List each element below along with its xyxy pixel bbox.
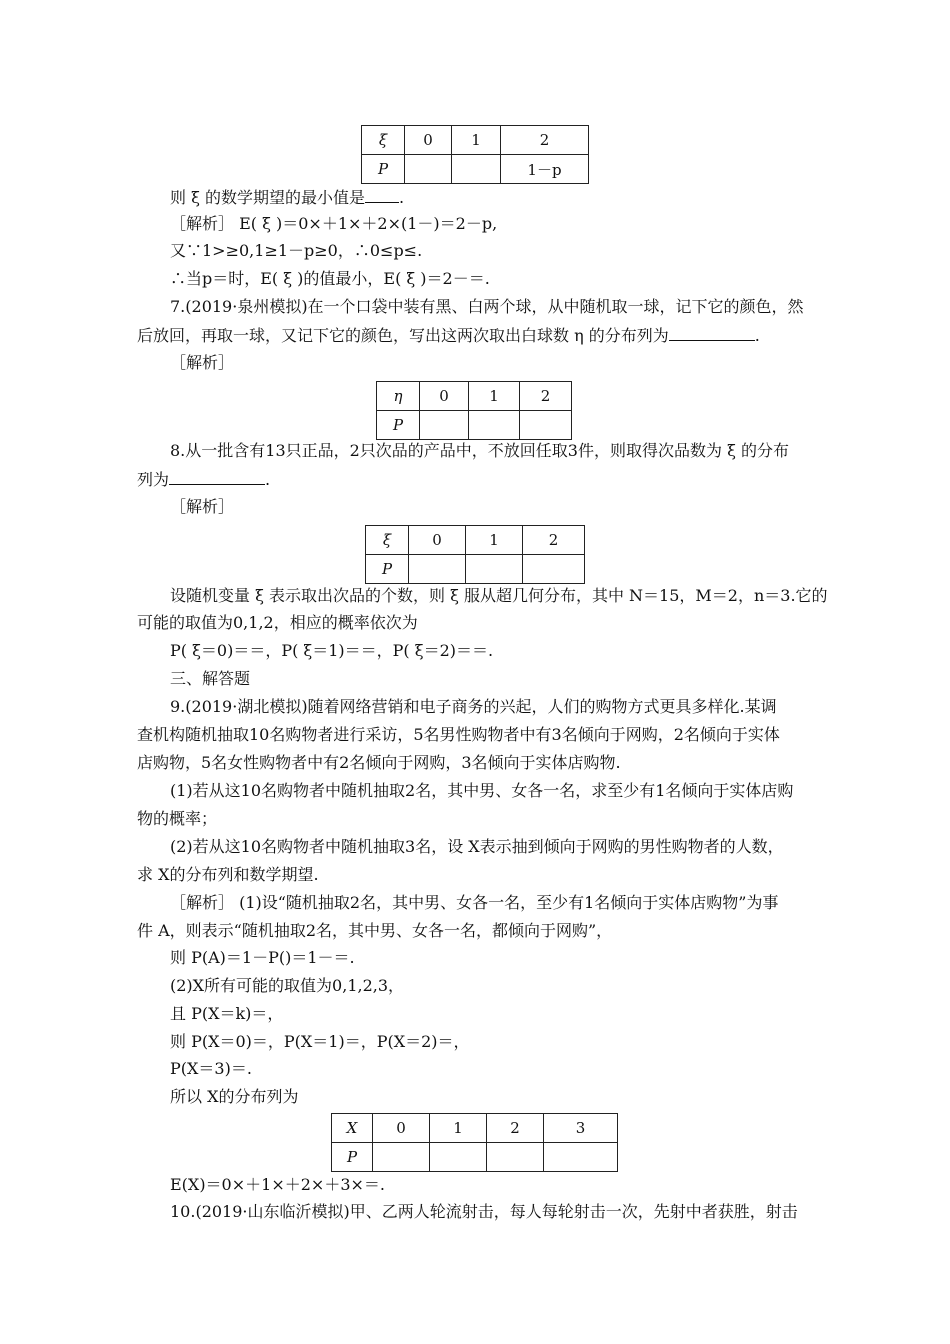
table-row <box>332 1143 618 1172</box>
text-line: ∴当p＝时，E( ξ )的值最小，E( ξ )＝2－＝. <box>170 269 490 288</box>
table-cell <box>487 1143 544 1172</box>
text-line: (2)X所有可能的取值为0,1,2,3， <box>170 976 405 995</box>
distribution-table-eta <box>376 381 572 440</box>
distribution-table-x <box>331 1113 618 1172</box>
table-cell <box>520 411 572 440</box>
text-line <box>137 324 760 347</box>
text-line: (1)若从这10名购物者中随机抽取2名，其中男、女各一名，求至少有1名倾向于实体店购 <box>170 781 794 800</box>
table-row <box>377 411 572 440</box>
text-line: P(X＝3)＝. <box>170 1059 252 1078</box>
table-cell: 1－p <box>501 155 589 184</box>
table-cell: P <box>362 155 405 184</box>
table-cell <box>466 555 523 584</box>
text-line: 设随机变量 ξ 表示取出次品的个数，则 ξ 服从超几何分布，其中 N＝15，M＝2，n＝3.它的 <box>170 586 828 605</box>
text-line: 7.(2019·泉州模拟)在一个口袋中装有黑、白两个球，从中随机取一球，记下它的颜色，然 <box>170 297 804 316</box>
table-cell: 1 <box>452 126 501 155</box>
table-cell: 0 <box>420 382 469 411</box>
section-heading: 三、解答题 <box>170 669 251 688</box>
text-line <box>170 186 404 209</box>
table-cell: η <box>377 382 420 411</box>
text-line: 又∵1>≥0,1≥1－p≥0，∴0≤p≤. <box>170 241 423 260</box>
question-text: 后放回，再取一球，又记下它的颜色，写出这两次取出白球数 η 的分布列为 <box>137 326 669 345</box>
table-cell: P <box>366 555 409 584</box>
answer-blank <box>169 468 265 485</box>
text-line: 则 P(X＝0)＝，P(X＝1)＝，P(X＝2)＝， <box>170 1032 470 1051</box>
table-cell <box>409 555 466 584</box>
table-cell: 1 <box>469 382 520 411</box>
table-cell: 2 <box>501 126 589 155</box>
table-cell <box>373 1143 430 1172</box>
text-line: ［解析］ <box>170 497 235 516</box>
question-text: 列为 <box>137 470 170 489</box>
table-cell <box>469 411 520 440</box>
table-row <box>362 126 589 155</box>
text-line: 所以 X的分布列为 <box>170 1087 299 1106</box>
table-cell: 3 <box>544 1114 618 1143</box>
table-cell <box>544 1143 618 1172</box>
text-line: ［解析］ E( ξ )＝0×＋1×＋2×(1－)＝2－p, <box>170 214 498 233</box>
distribution-table-xi-1 <box>361 125 589 184</box>
text-line: 求 X的分布列和数学期望. <box>137 865 319 884</box>
punctuation: . <box>399 188 405 207</box>
text-line: ［解析］ <box>170 353 235 372</box>
table-cell: 2 <box>523 526 585 555</box>
text-line: 件 A，则表示“随机抽取2名，其中男、女各一名，都倾向于网购”， <box>137 921 613 940</box>
answer-blank <box>669 324 755 341</box>
text-line: P( ξ＝0)＝＝，P( ξ＝1)＝＝，P( ξ＝2)＝＝. <box>170 641 494 660</box>
distribution-table-xi-2 <box>365 525 585 584</box>
table-cell <box>430 1143 487 1172</box>
text-line: 8.从一批含有13只正品，2只次品的产品中，不放回任取3件，则取得次品数为 ξ 的分布 <box>170 441 789 460</box>
table-cell: 0 <box>373 1114 430 1143</box>
table-row <box>366 555 585 584</box>
table-row <box>377 382 572 411</box>
text-line <box>137 468 270 491</box>
punctuation: . <box>754 326 760 345</box>
table-cell: ξ <box>362 126 405 155</box>
table-cell: 2 <box>487 1114 544 1143</box>
table-cell <box>420 411 469 440</box>
text-line: 9.(2019·湖北模拟)随着网络营销和电子商务的兴起，人们的购物方式更具多样化.某调 <box>170 697 777 716</box>
question-text: 则 ξ 的数学期望的最小值是 <box>170 188 365 207</box>
table-cell: 1 <box>466 526 523 555</box>
table-cell: X <box>332 1114 373 1143</box>
text-line: 查机构随机抽取10名购物者进行采访，5名男性购物者中有3名倾向于网购，2名倾向于实体 <box>137 725 780 744</box>
punctuation: . <box>265 470 271 489</box>
table-cell <box>452 155 501 184</box>
table-row <box>332 1114 618 1143</box>
text-line: E(X)＝0×＋1×＋2×＋3×＝. <box>170 1175 385 1194</box>
answer-blank <box>365 186 399 203</box>
table-row <box>362 155 589 184</box>
table-cell: P <box>332 1143 373 1172</box>
table-cell: 2 <box>520 382 572 411</box>
table-cell: ξ <box>366 526 409 555</box>
table-cell <box>405 155 452 184</box>
text-line: ［解析］ (1)设“随机抽取2名，其中男、女各一名，至少有1名倾向于实体店购物”为事 <box>170 893 779 912</box>
table-cell: 0 <box>405 126 452 155</box>
table-row <box>366 526 585 555</box>
table-cell: P <box>377 411 420 440</box>
text-line: 且 P(X＝k)＝， <box>170 1004 284 1023</box>
table-cell <box>523 555 585 584</box>
text-line: 可能的取值为0,1,2，相应的概率依次为 <box>137 613 418 632</box>
table-cell: 0 <box>409 526 466 555</box>
text-line: 物的概率； <box>137 809 218 828</box>
text-line: 则 P(A)＝1－P()＝1－＝. <box>170 948 355 967</box>
text-line: 10.(2019·山东临沂模拟)甲、乙两人轮流射击，每人每轮射击一次，先射中者获胜，射击 <box>170 1202 798 1221</box>
text-line: (2)若从这10名购物者中随机抽取3名，设 X表示抽到倾向于网购的男性购物者的人数， <box>170 837 784 856</box>
table-cell: 1 <box>430 1114 487 1143</box>
text-line: 店购物，5名女性购物者中有2名倾向于网购，3名倾向于实体店购物. <box>137 753 621 772</box>
